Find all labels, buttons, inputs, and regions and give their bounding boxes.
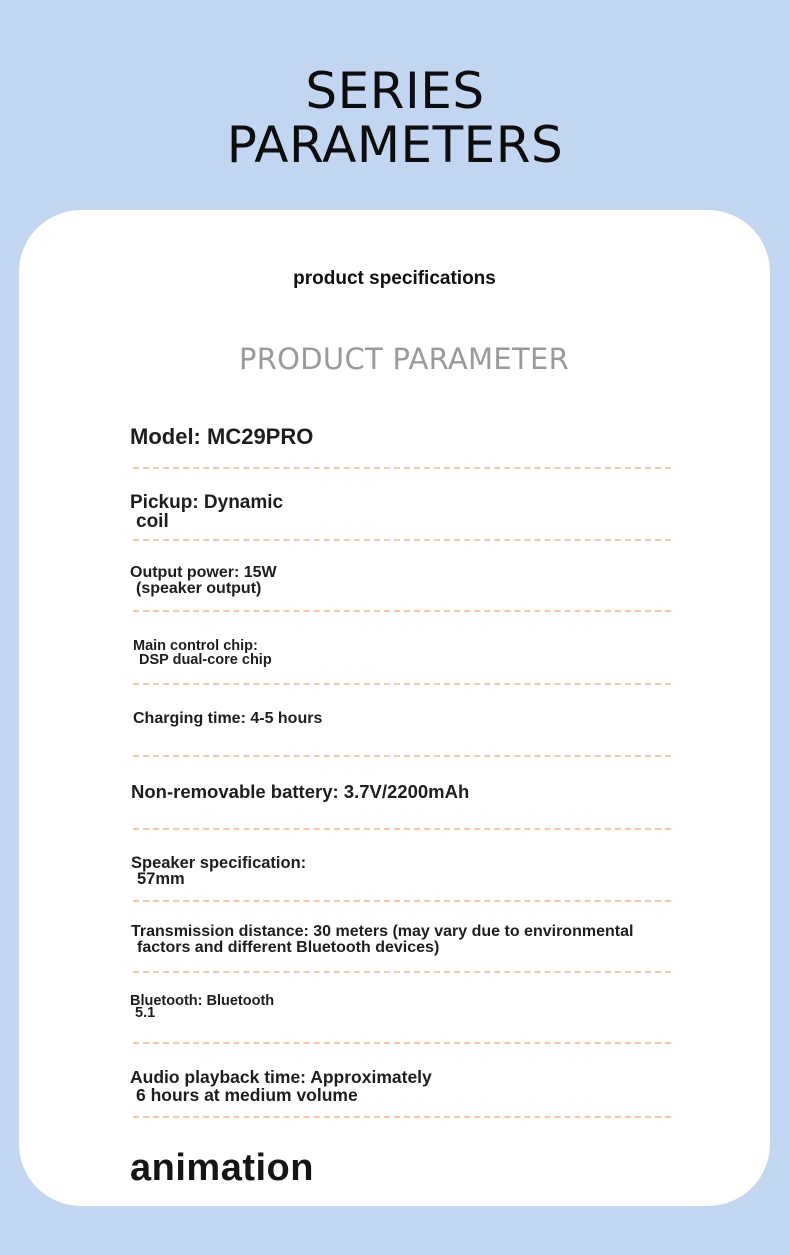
divider [133, 1116, 671, 1118]
page-title [0, 64, 790, 172]
spec-battery [131, 781, 469, 803]
divider [133, 467, 671, 469]
spec-battery-text: Non-removable battery: 3.7V/2200mAh [131, 781, 470, 802]
page-title-line-2: PARAMETERS [226, 116, 564, 174]
spec-main-control-chip-line-1: Main control chip: [133, 638, 258, 654]
spec-pickup [130, 493, 283, 531]
spec-audio-playback-time [130, 1068, 432, 1104]
divider [133, 610, 671, 612]
divider [133, 828, 671, 830]
divider [133, 683, 671, 685]
spec-speaker [131, 855, 306, 887]
spec-transmission-distance [131, 924, 633, 956]
spec-audio-playback-time-line-2: 6 hours at medium volume [136, 1085, 358, 1105]
section-heading: PRODUCT PARAMETER [238, 342, 570, 376]
spec-pickup-line-1: Pickup: Dynamic [130, 492, 284, 513]
spec-bluetooth-line-1: Bluetooth: Bluetooth [130, 993, 275, 1009]
divider [133, 1042, 671, 1044]
spec-output-power-line-2: (speaker output) [136, 580, 262, 597]
spec-bluetooth [130, 995, 274, 1019]
divider [133, 755, 671, 757]
footer-animation-text: animation [130, 1147, 314, 1189]
spec-speaker-line-1: Speaker specification: [131, 854, 307, 872]
spec-output-power-line-1: Output power: 15W [130, 564, 277, 581]
spec-charging-time-text: Charging time: 4-5 hours [133, 710, 323, 727]
divider [133, 539, 671, 541]
divider [133, 900, 671, 902]
spec-model-text: Model: MC29PRO [130, 424, 314, 449]
page-title-line-1: SERIES [305, 62, 485, 120]
spec-charging-time [133, 710, 322, 728]
spec-bluetooth-line-2: 5.1 [135, 1005, 156, 1021]
spec-main-control-chip [133, 639, 272, 667]
spec-output-power [130, 565, 277, 597]
spec-speaker-line-2: 57mm [137, 870, 185, 888]
spec-pickup-line-2: coil [136, 511, 169, 532]
specifications-card [19, 210, 770, 1206]
spec-main-control-chip-line-2: DSP dual-core chip [139, 652, 272, 668]
spec-model [130, 424, 313, 450]
spec-transmission-distance-line-1: Transmission distance: 30 meters (may vary due to environmental [131, 923, 634, 940]
divider [133, 971, 671, 973]
card-subtitle: product specifications [293, 268, 496, 289]
spec-audio-playback-time-line-1: Audio playback time: Approximately [130, 1067, 432, 1087]
spec-transmission-distance-line-2: factors and different Bluetooth devices) [137, 939, 440, 956]
